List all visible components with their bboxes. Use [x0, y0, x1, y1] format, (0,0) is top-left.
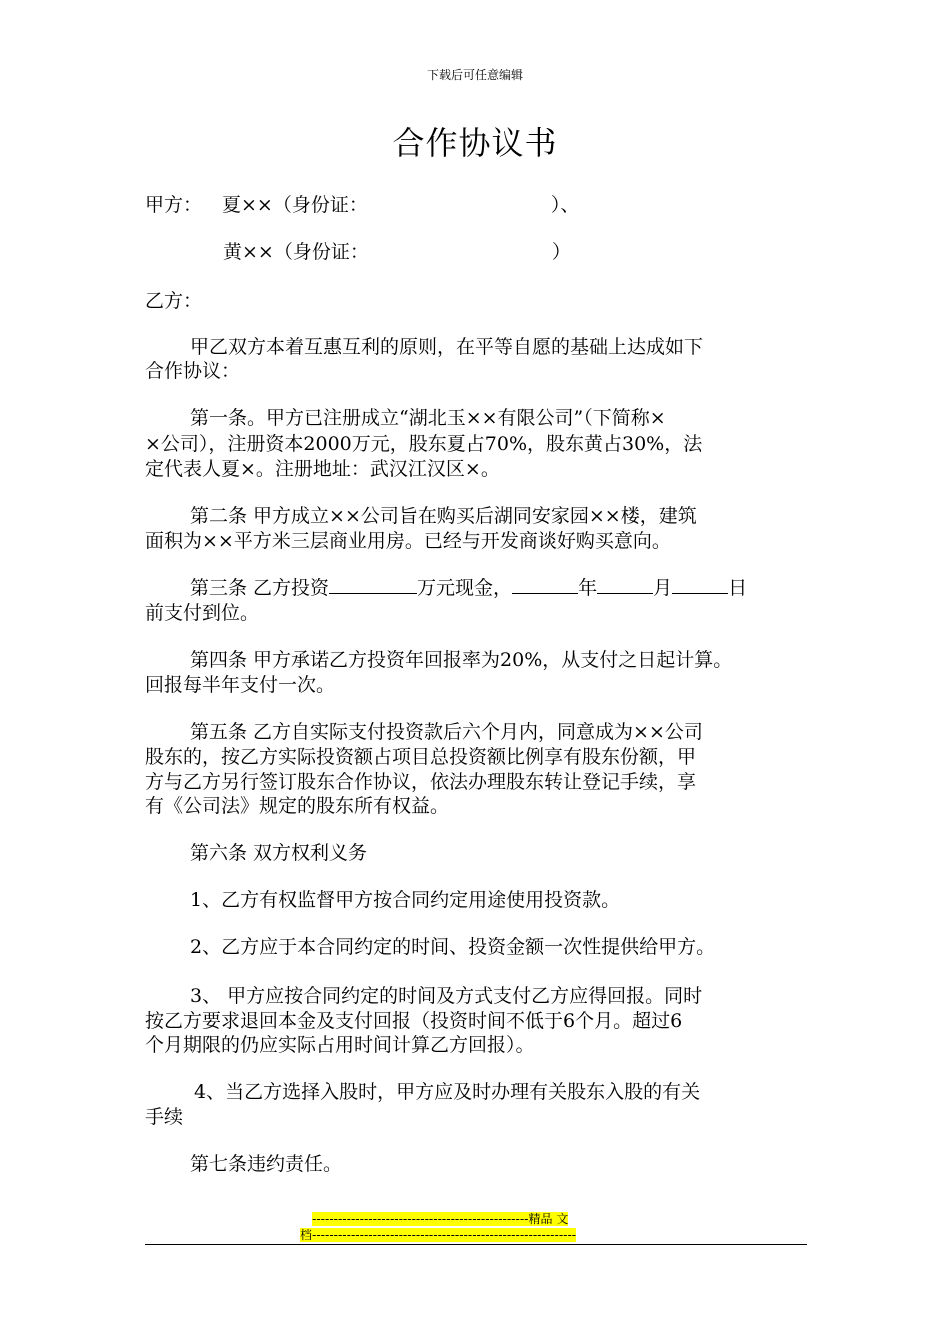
article-5-line-3: 方与乙方另行签订股东合作协议，依法办理股东转让登记手续，享 — [145, 771, 697, 793]
article-1-line-2: ×公司），注册资本2000万元，股东夏占70%，股东黄占30%，法 — [145, 433, 703, 455]
intro-line-2: 合作协议： — [145, 360, 241, 382]
party-a-line-1 — [145, 190, 579, 217]
party-a-person-1: 夏××（身份证： — [222, 194, 368, 216]
article-7-heading: 第七条违约责任。 — [190, 1153, 343, 1175]
party-a-label: 甲方： — [145, 194, 203, 216]
party-a-person-2: 黄××（身份证： — [223, 241, 369, 263]
page-header: 下载后可任意编辑 — [426, 68, 523, 82]
footer-line-2: 档------------------------------------------------------------- — [300, 1228, 577, 1242]
party-a-person-2-end: ） — [551, 241, 571, 263]
party-a-person-1-end: ）、 — [550, 194, 580, 216]
article-5-line-4: 有《公司法》规定的股东所有权益。 — [145, 795, 450, 817]
footer-watermark — [300, 1211, 650, 1243]
intro-line-1: 甲乙双方本着互惠互利的原则，在平等自愿的基础上达成如下 — [190, 336, 704, 358]
article-4-line-1: 第四条 甲方承诺乙方投资年回报率为20%，从支付之日起计算。 — [190, 649, 733, 671]
article-5-line-1: 第五条 乙方自实际支付投资款后六个月内，同意成为××公司 — [190, 721, 703, 743]
article-2-line-2: 面积为××平方米三层商业用房。已经与开发商谈好购买意向。 — [145, 530, 671, 552]
article-3-text-2: 万元现金， — [417, 577, 513, 599]
article-2-line-1: 第二条 甲方成立××公司旨在购买后湖同安家园××楼，建筑 — [190, 505, 697, 527]
article-1-line-1: 第一条。甲方已注册成立“湖北玉××有限公司”（下简称× — [190, 407, 666, 429]
article-5-line-2: 股东的，按乙方实际投资额占项目总投资额比例享有股东份额，甲 — [145, 746, 697, 768]
article-3-text-1: 第三条 乙方投资 — [190, 577, 330, 599]
article-3-text-3: 年 — [578, 577, 598, 599]
article-3-text-4: 月 — [653, 577, 673, 599]
document-title: 合作协议书 — [392, 124, 558, 162]
item-3-line-1: 3、 甲方应按合同约定的时间及方式支付乙方应得回报。同时 — [190, 985, 703, 1007]
party-a-line-2 — [223, 237, 571, 264]
footer-line-1: --------------------------------------------------精品 文 — [312, 1212, 569, 1226]
item-3-line-3: 个月期限的仍应实际占用时间计算乙方回报）。 — [145, 1034, 535, 1056]
day-blank — [672, 577, 728, 594]
article-3-text-5: 日 — [728, 577, 748, 599]
item-4-line-1: 4、当乙方选择入股时，甲方应及时办理有关股东入股的有关 — [194, 1081, 701, 1103]
item-3-line-2: 按乙方要求退回本金及支付回报（投资时间不低于6个月。超过6 — [145, 1010, 683, 1032]
article-6-heading: 第六条 双方权利义务 — [190, 842, 368, 864]
year-blank — [512, 577, 578, 594]
footer-divider — [145, 1244, 807, 1245]
amount-blank — [329, 577, 417, 594]
month-blank — [597, 577, 653, 594]
article-4-line-2: 回报每半年支付一次。 — [145, 674, 336, 696]
item-4-line-2: 手续 — [145, 1106, 184, 1128]
party-b-label: 乙方： — [145, 290, 203, 312]
article-3-line-1 — [190, 573, 747, 600]
item-2: 2、乙方应于本合同约定的时间、投资金额一次性提供给甲方。 — [190, 936, 716, 958]
item-1: 1、乙方有权监督甲方按合同约定用途使用投资款。 — [190, 889, 621, 911]
article-1-line-3: 定代表人夏×。注册地址：武汉江汉区×。 — [145, 458, 500, 480]
article-3-line-2: 前支付到位。 — [145, 602, 260, 624]
